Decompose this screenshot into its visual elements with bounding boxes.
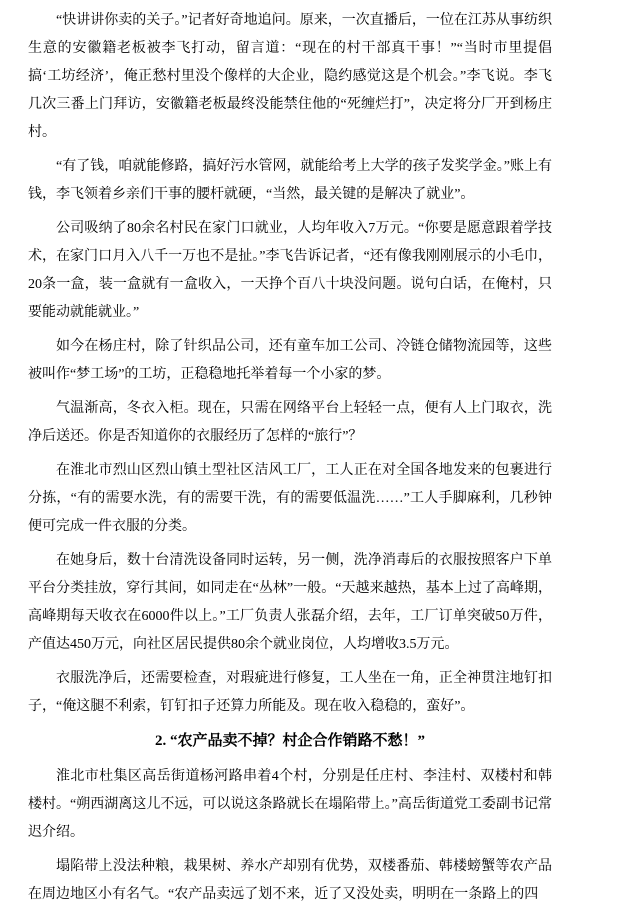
paragraph-money-roads: “有了钱，咱就能修路，搞好污水管网，就能给考上大学的孩子发奖学金。”账上有钱，李飞领着乡亲们干事的腰杆就硬，“当然，最关键的是解决了就业”。 <box>28 159 552 202</box>
paragraph-laundry-factory: 在淮北市烈山区烈山镇土型社区洁风工厂，工人正在对全国各地发来的包裹进行分拣，“有的需要水洗，有的需要干洗，有的需要低温洗……”工人手脚麻利，几秒钟便可完成一件衣服的分类。 <box>28 463 552 534</box>
paragraph-dream-workshops: 如今在杨庄村，除了针织品公司，还有童车加工公司、冷链仓储物流园等，这些被叫作“梦工场”的工坊，正稳稳地托举着每一个小家的梦。 <box>28 339 552 382</box>
paragraph-subsidence-produce: 塌陷带上没法种粮，栽果树、养水产却别有优势，双楼番茄、韩楼螃蟹等农产品在周边地区小有名气。“农产品卖远了划不来，近了又没处卖，明明在一条路上的四 <box>28 859 552 902</box>
paragraph-washing-equipment: 在她身后，数十台清洗设备同时运转，另一侧，洗净消毒后的衣服按照客户下单平台分类挂放，穿行其间，如同走在“丛林”一般。“天越来越热，基本上过了高峰期，高峰期每天收衣在6000件以上。”工厂负责人张磊介绍，去年，工厂订单突破50万件，产值达450万元，向社区居民提供80余个就业岗位，人均增收3.5万元。 <box>28 553 552 652</box>
paragraph-four-villages: 淮北市杜集区高岳街道杨河路串着4个村，分别是任庄村、李洼村、双楼村和韩楼村。“朔西湖离这儿不远，可以说这条路就长在塌陷带上。”高岳街道党工委副书记常迟介绍。 <box>28 769 552 840</box>
section-heading-2: 2. “农产品卖不掉？村企合作销路不愁！” <box>154 733 425 749</box>
paragraph-button-sewing: 衣服洗净后，还需要检查，对瑕疵进行修复，工人坐在一角，正全神贯注地钉扣子，“俺这腿不利索，钉钉扣子还算力所能及。现在收入稳稳的，蛮好”。 <box>28 671 552 714</box>
paragraph-interview-boss: “快讲讲你卖的关子。”记者好奇地追问。原来，一次直播后，一位在江苏从事纺织生意的安徽籍老板被李飞打动，留言道：“现在的村干部真干事！”“当时市里提倡搞‘工坊经济’，俺正愁村里没个像样的大企业，隐约感觉这是个机会。”李飞说。李飞几次三番上门拜访，安徽籍老板最终没能禁住他的“死缠烂打”，决定将分厂开到杨庄村。 <box>28 13 552 140</box>
paragraph-clothes-journey: 气温渐高，冬衣入柜。现在，只需在网络平台上轻轻一点，便有人上门取衣，洗净后送还。你是否知道你的衣服经历了怎样的“旅行”？ <box>28 401 552 444</box>
paragraph-company-jobs: 公司吸纳了80余名村民在家门口就业，人均年收入7万元。“你要是愿意跟着学技术，在家门口月入八千一万也不是扯。”李飞告诉记者，“还有像我刚刚展示的小毛巾，20条一盒，装一盒就有一盒收入，一天挣个百八十块没问题。说句白话，在俺村，只要能动就能就业。” <box>28 221 552 320</box>
